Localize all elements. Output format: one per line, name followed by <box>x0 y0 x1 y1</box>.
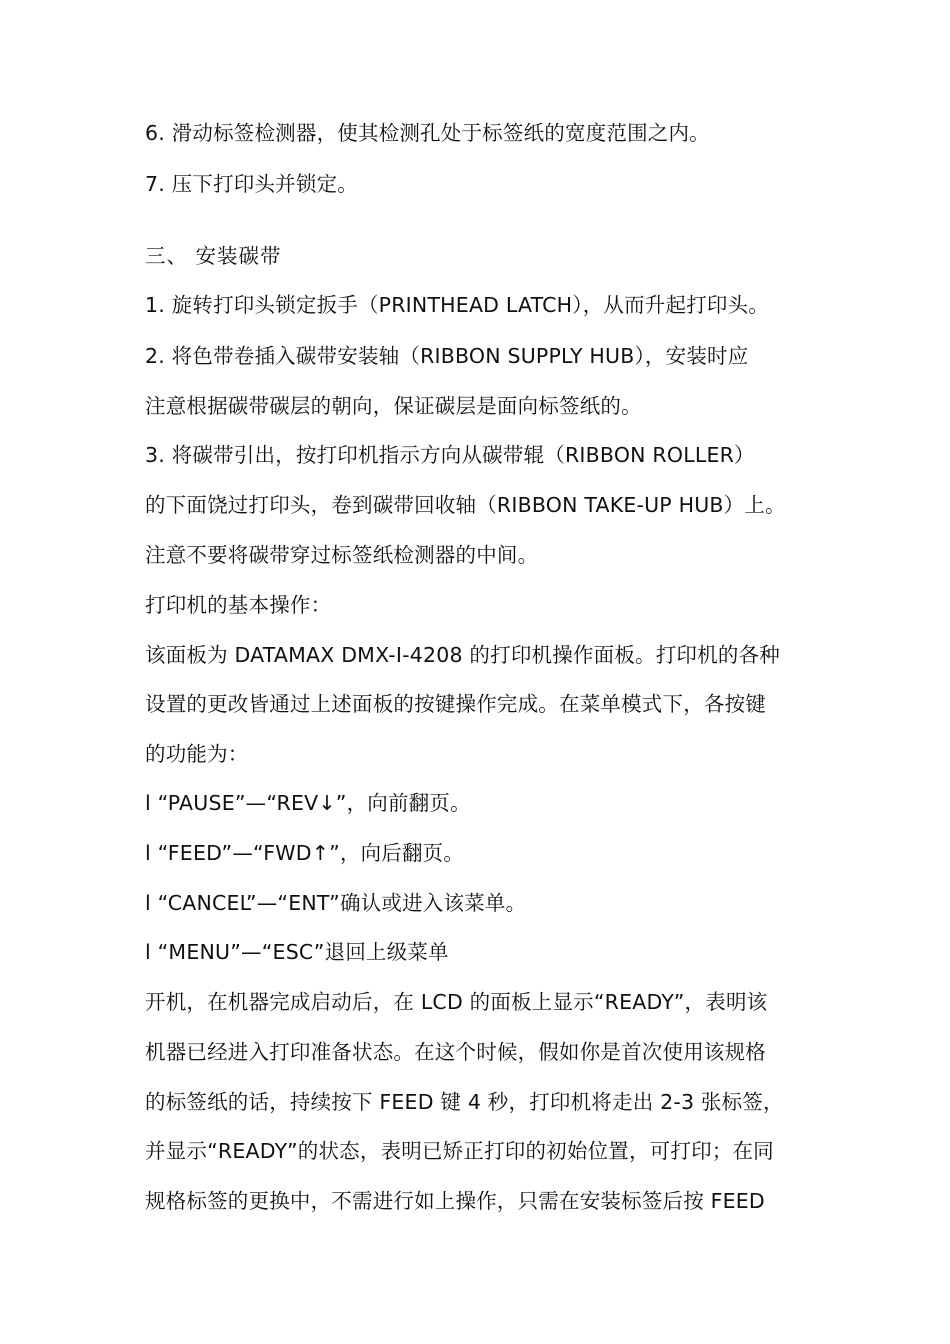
step-7-text: 7. 压下打印头并锁定。 <box>145 172 358 196</box>
panel-description-line-1: 该面板为 DATAMAX DMX-I-4208 的打印机操作面板。打印机的各种 <box>145 643 780 667</box>
key-pause-rev-item: l “PAUSE”—“REV↓”，向前翻页。 <box>145 791 471 815</box>
startup-paragraph-line-1: 开机，在机器完成启动后，在 LCD 的面板上显示“READY”，表明该 <box>145 990 768 1014</box>
step-6-text: 6. 滑动标签检测器，使其检测孔处于标签纸的宽度范围之内。 <box>145 121 710 145</box>
ribbon-step-1-text: 1. 旋转打印头锁定扳手（PRINTHEAD LATCH），从而升起打印头。 <box>145 293 769 317</box>
startup-paragraph-line-5: 规格标签的更换中，不需进行如上操作，只需在安装标签后按 FEED <box>145 1189 765 1213</box>
ribbon-step-2-continued: 注意根据碳带碳层的朝向，保证碳层是面向标签纸的。 <box>145 394 642 418</box>
panel-description-line-2: 设置的更改皆通过上述面板的按键操作完成。在菜单模式下，各按键 <box>145 692 766 716</box>
ribbon-step-3-text: 3. 将碳带引出，按打印机指示方向从碳带辊（RIBBON ROLLER） <box>145 443 755 467</box>
startup-paragraph-line-3: 的标签纸的话，持续按下 FEED 键 4 秒，打印机将走出 2-3 张标签， <box>145 1090 784 1114</box>
section-heading-install-ribbon: 三、 安装碳带 <box>145 244 282 268</box>
startup-paragraph-line-4: 并显示“READY”的状态，表明已矫正打印的初始位置，可打印；在同 <box>145 1139 774 1163</box>
key-feed-fwd-item: l “FEED”—“FWD↑”，向后翻页。 <box>145 841 465 865</box>
key-cancel-ent-item: l “CANCEL”—“ENT”确认或进入该菜单。 <box>145 891 527 915</box>
startup-paragraph-line-2: 机器已经进入打印准备状态。在这个时候，假如你是首次使用该规格 <box>145 1040 766 1064</box>
panel-description-line-3: 的功能为： <box>145 742 249 766</box>
ribbon-step-3-continued: 的下面饶过打印头，卷到碳带回收轴（RIBBON TAKE-UP HUB）上。 <box>145 493 786 517</box>
ribbon-step-3-note: 注意不要将碳带穿过标签纸检测器的中间。 <box>145 543 539 567</box>
basic-operation-heading: 打印机的基本操作： <box>145 593 332 617</box>
key-menu-esc-item: l “MENU”—“ESC”退回上级菜单 <box>145 940 449 964</box>
ribbon-step-2-text: 2. 将色带卷插入碳带安装轴（RIBBON SUPPLY HUB），安装时应 <box>145 344 749 368</box>
